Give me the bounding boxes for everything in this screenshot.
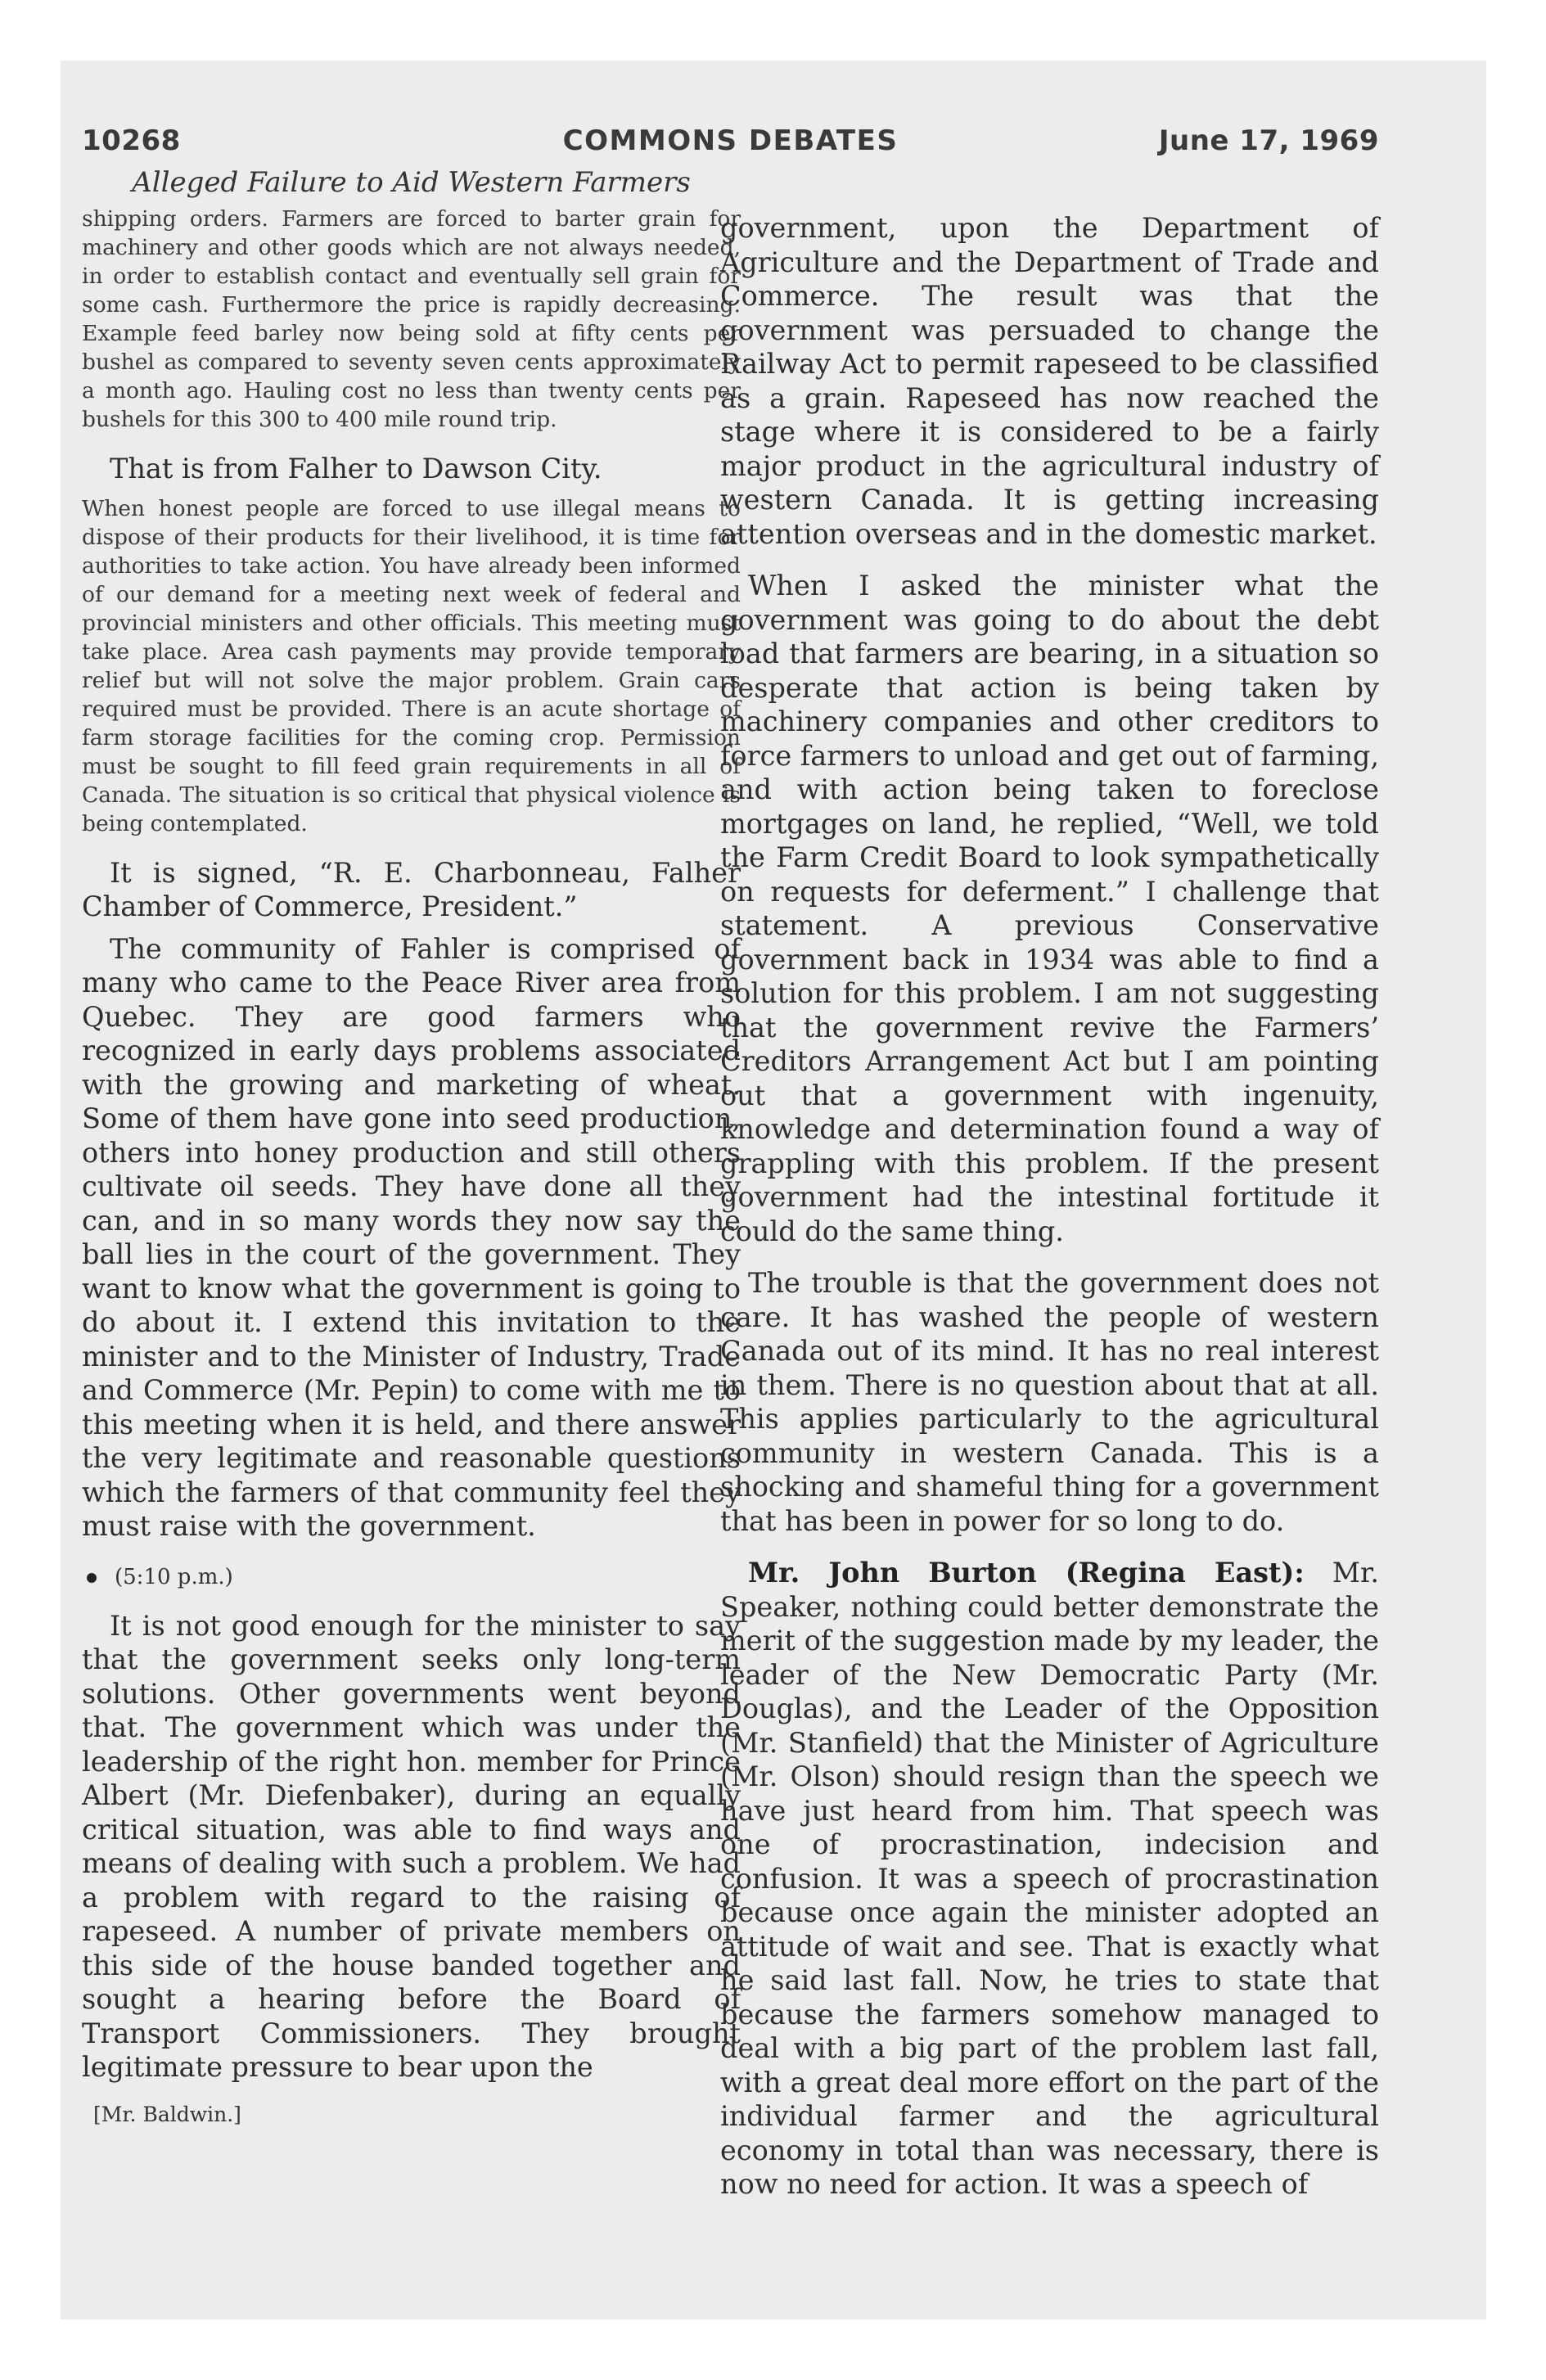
left-column <box>82 205 741 2129</box>
quoted-text: shipping orders. Farmers are forced to barter grain for machinery and other goods which are not always needed, in order to establish contact and eventually sell grain for some cash. Furthermore the price is rapidly decreasing. Example feed barley now being sold at fifty cents per bushel as compared to seventy seven cents approximately a month ago. Hauling cost no less than twenty cents per bushels for this 300 to 400 mile round trip. <box>82 206 741 432</box>
paragraph: The community of Fahler is comprised of many who came to the Peace River area from Quebec. They are good farmers who recognized in early days problems associated with the growing and marketing of wheat. Some of them have gone into seed production, others into honey production and still others cultivate oil seeds. They have done all they can, and in so many words they now say the ball lies in the court of the government. They want to know what the government is going to do about it. I extend this invitation to the minister and to the Minister of Industry, Trade and Commerce (Mr. Pepin) to come with me to this meeting when it is held, and there answer the very legitimate and reasonable questions which the farmers of that community feel they must raise with the government. <box>82 932 741 1542</box>
right-column <box>720 211 1379 2202</box>
speech-text: Mr. Speaker, nothing could better demonstrate the merit of the suggestion made by my leader, the leader of the New Democratic Party (Mr. Douglas), and the Leader of the Opposition (Mr. Stanfield) that the Minister of Agriculture (Mr. Olson) should resign than the speech we have just heard from him. That speech was one of procrastination, indecision and confusion. It was a speech of procrastination because once again the minister adopted an attitude of wait and see. That is exactly what he said last fall. Now, he tries to state that because the farmers somehow managed to deal with a big part of the problem last fall, with a great deal more effort on the part of the individual farmer and the agricultural economy in total than was necessary, there is now no need for action. It was a speech of <box>720 1557 1379 2200</box>
speaker-paragraph <box>720 1556 1379 2202</box>
paragraph: That is from Falher to Dawson City. <box>110 453 602 485</box>
publication-title: COMMONS DEBATES <box>562 124 899 157</box>
page-number: 10268 <box>82 124 181 157</box>
timestamp: (5:10 p.m.) <box>115 1564 233 1589</box>
paragraph: The trouble is that the government does not care. It has washed the people of western Canada out of its mind. It has no real interest in them. There is no question about that at all. This applies particularly to the agricultural community in western Canada. This is a shocking and shameful thing for a government that has been in power for so long to do. <box>720 1267 1379 1537</box>
publication-date: June 17, 1969 <box>1158 124 1379 157</box>
section-title: Alleged Failure to Aid Western Farmers <box>132 166 691 199</box>
paragraph: It is not good enough for the minister to say that the government seeks only long-term solutions. Other governments went beyond that. The government which was under the leadership of the right hon. member for Prince Albert (Mr. Diefenbaker), during an equally critical situation, was able to find ways and means of dealing with such a problem. We had a problem with regard to the raising of rapeseed. A number of private members on this side of the house banded together and sought a hearing before the Board of Transport Commissioners. They brought legitimate pressure to bear upon the <box>82 1609 741 2083</box>
paragraph: government, upon the Department of Agriculture and the Department of Trade and Commerce. The result was that the government was persuaded to change the Railway Act to permit rapeseed to be classified as a grain. Rapeseed has now reached the stage where it is considered to be a fairly major product in the agricultural industry of western Canada. It is getting increasing attention overseas and in the domestic market. <box>720 212 1379 550</box>
paragraph: When I asked the minister what the government was going to do about the debt load that farmers are bearing, in a situation so desperate that action is being taken by machinery companies and other creditors to force farmers to unload and get out of farming, and with action being taken to foreclose mortgages on land, he replied, “Well, we told the Farm Credit Board to look sympathetically on requests for deferment.” I challenge that statement. A previous Conservative government back in 1934 was able to find a solution for this problem. I am not suggesting that the government revive the Farmers’ Creditors Arrangement Act but I am pointing out that a government with ingenuity, knowledge and determination found a way of grappling with this problem. If the present government had the intestinal fortitude it could do the same thing. <box>720 570 1379 1247</box>
bullet-icon <box>87 1573 97 1583</box>
speaker-footer: [Mr. Baldwin.] <box>93 2102 241 2126</box>
page-header <box>82 124 1379 164</box>
paragraph: It is signed, “R. E. Charbonneau, Falher Chamber of Commerce, President.” <box>82 856 741 922</box>
timestamp-row <box>82 1563 741 1591</box>
speaker-name: Mr. John Burton (Regina East): <box>748 1557 1305 1589</box>
quoted-text: When honest people are forced to use illegal means to dispose of their products for their livelihood, it is time for authorities to take action. You have already been informed of our demand for a meeting next week of federal and provincial ministers and other officials. This meeting must take place. Area cash payments may provide temporary relief but will not solve the major problem. Grain cars required must be provided. There is an acute shortage of farm storage facilities for the coming crop. Permission must be sought to fill feed grain requirements in all of Canada. The situation is so critical that physical violence is being contemplated. <box>82 495 741 836</box>
